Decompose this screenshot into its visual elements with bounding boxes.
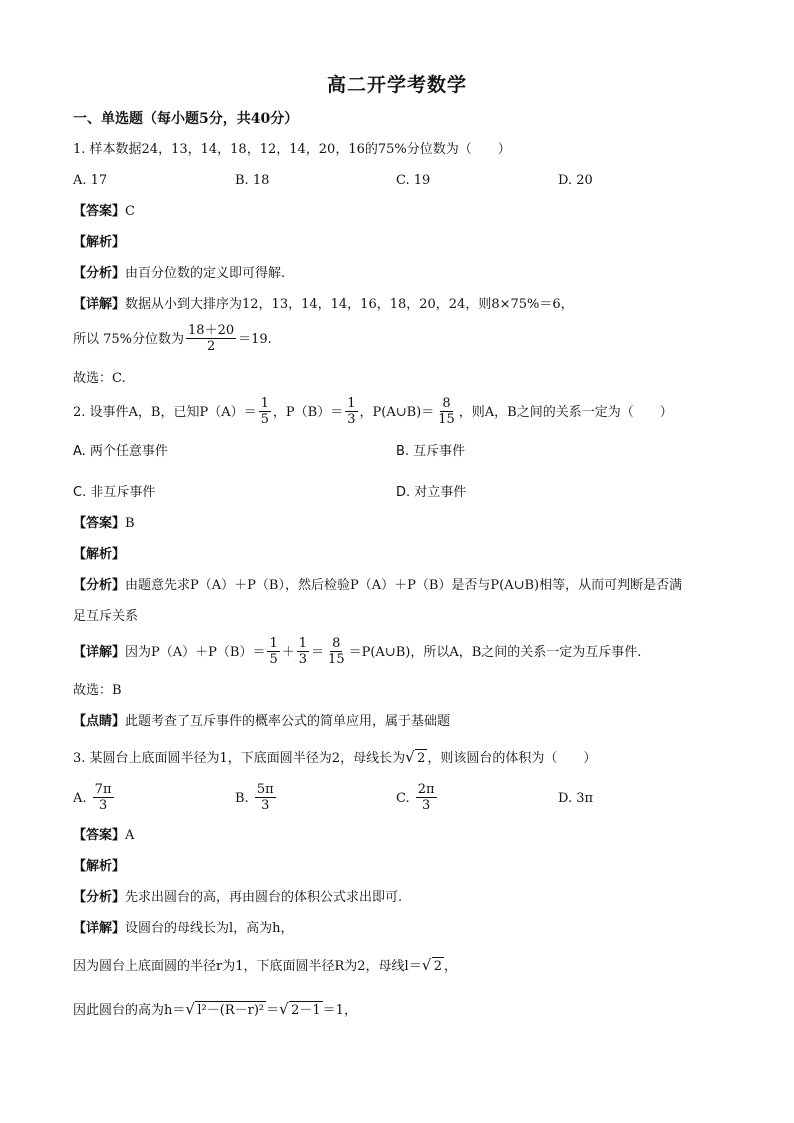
- fraction-num: 7π: [94, 782, 112, 797]
- fraction-num: 1: [298, 636, 308, 651]
- fraction: [326, 636, 347, 667]
- fraction-den: 3: [261, 798, 270, 813]
- q3-option-d: [558, 782, 593, 816]
- fraction-den: 2: [206, 339, 216, 354]
- q1-conclusion: 故选：C.: [73, 371, 126, 386]
- detail-text: 设圆台的母线长为l，高为h，: [125, 921, 294, 936]
- q2-option-d: D. 对立事件: [396, 485, 467, 500]
- q1-option-c: C. 19: [396, 173, 431, 188]
- q1-option-b: B. 18: [235, 173, 270, 188]
- q1-answer: [73, 203, 135, 221]
- q1-option-d: D. 20: [558, 173, 593, 188]
- answer-value: C: [125, 204, 135, 219]
- q3-fenxi: [73, 889, 402, 907]
- detail-tag: 【详解】: [73, 921, 126, 936]
- stem-post: ，则A，B之间的关系一定为（ ）: [458, 405, 673, 420]
- fraction-num: 5π: [256, 782, 274, 797]
- fraction: [186, 323, 236, 354]
- q2-analysis-tag: 【解析】: [73, 547, 126, 562]
- fraction-den: 3: [298, 652, 308, 667]
- line3-post: ＝1，: [322, 1003, 357, 1018]
- answer-value: B: [125, 516, 135, 531]
- plus-sign: ＋: [281, 645, 295, 660]
- stem-mid: ，P(A∪B)＝: [359, 405, 435, 420]
- q2-conclusion: 故选：B: [73, 683, 122, 698]
- stem-pre: 2. 设事件A，B，已知P（A）＝: [73, 405, 257, 420]
- q2-fenxi: [73, 577, 682, 595]
- q3-analysis-tag: 【解析】: [73, 859, 126, 874]
- page-title: 高二开学考数学: [326, 74, 467, 96]
- q2-stem: [73, 396, 673, 430]
- fraction: [93, 782, 114, 813]
- fraction-num: 2π: [417, 782, 435, 797]
- fraction-den: 15: [438, 412, 455, 427]
- sqrt: √ l²－(R－r)²: [195, 1001, 266, 1020]
- fenxi-tag: 【分析】: [73, 890, 126, 905]
- fraction: [259, 396, 271, 427]
- detail-tag: 【详解】: [73, 645, 126, 660]
- line3-pre: 因此圆台的高为h＝: [73, 1003, 186, 1018]
- stem-mid: ，P（B）＝: [272, 405, 344, 420]
- fraction-num: 8: [442, 396, 451, 411]
- q1-detail: [73, 296, 574, 314]
- option-letter: B.: [235, 791, 249, 806]
- q1-detail-line2: [73, 324, 272, 356]
- fraction-num: 1: [347, 396, 356, 411]
- q1-analysis-tag: 【解析】: [73, 235, 126, 250]
- stem-post: ，则该圆台的体积为（ ）: [427, 751, 597, 766]
- fraction: [416, 782, 437, 813]
- q1-stem: 1. 样本数据24，13，14，18，12，14，20，16的75%分位数为（ ）: [73, 142, 511, 157]
- q2-answer: [73, 515, 135, 533]
- line2-pre: 因为圆台上底面圆的半径r为1，下底面圆半径R为2，母线l＝: [73, 959, 422, 974]
- line2-post: ，: [443, 959, 457, 974]
- q2-option-a: A. 两个任意事件: [73, 444, 168, 459]
- option-value: 3π: [576, 791, 594, 806]
- fraction-num: 1: [260, 396, 269, 411]
- fraction: [255, 782, 276, 813]
- section-heading: 一、单选题（每小题5分，共40分）: [73, 111, 299, 127]
- sqrt: √ 2: [415, 749, 427, 768]
- fraction-den: 5: [269, 652, 278, 667]
- fraction: [436, 396, 457, 427]
- sqrt: √ 2－1: [289, 1001, 323, 1020]
- fraction: [267, 636, 279, 667]
- q3-detail-line3: [73, 1001, 357, 1020]
- answer-tag: 【答案】: [73, 828, 126, 843]
- fraction-den: 3: [422, 798, 431, 813]
- comment-text: 此题考查了互斥事件的概率公式的简单应用，属于基础题: [125, 714, 451, 729]
- fraction: [297, 636, 309, 667]
- fraction-num: 1: [269, 636, 278, 651]
- fenxi-text: 由题意先求P（A）＋P（B），然后检验P（A）＋P（B）是否与P(A∪B)相等，从而可判断是否满: [125, 578, 683, 593]
- detail2-post: ＝19.: [238, 332, 272, 347]
- sqrt: √ 2: [432, 957, 444, 976]
- q3-option-a: [73, 782, 116, 816]
- option-letter: C.: [396, 791, 410, 806]
- equals-sign: ＝: [266, 1003, 280, 1018]
- fraction-den: 5: [260, 412, 269, 427]
- fraction-den: 15: [328, 652, 345, 667]
- detail-post: ＝P(A∪B)，所以A，B之间的关系一定为互斥事件.: [348, 645, 642, 660]
- fenxi-text: 由百分位数的定义即可得解.: [125, 266, 286, 281]
- q1-option-a: A. 17: [73, 173, 108, 188]
- q3-detail: [73, 920, 294, 938]
- q3-stem: [73, 749, 596, 768]
- q3-option-b: [235, 782, 278, 816]
- equals-sign: ＝: [311, 645, 325, 660]
- fraction-den: 3: [347, 412, 356, 427]
- answer-value: A: [125, 828, 135, 843]
- q3-detail-line2: [73, 957, 457, 976]
- q2-option-c: C. 非互斥事件: [73, 485, 156, 500]
- fraction-num: 18＋20: [188, 323, 235, 338]
- fenxi-tag: 【分析】: [73, 578, 126, 593]
- answer-tag: 【答案】: [73, 516, 126, 531]
- answer-tag: 【答案】: [73, 204, 126, 219]
- q3-option-c: [396, 782, 439, 816]
- q2-detail: [73, 636, 641, 670]
- q2-fenxi-line2: 足互斥关系: [73, 609, 139, 624]
- q3-answer: [73, 827, 134, 845]
- comment-tag: 【点睛】: [73, 714, 126, 729]
- fenxi-tag: 【分析】: [73, 266, 126, 281]
- fraction-num: 8: [332, 636, 341, 651]
- stem-pre: 3. 某圆台上底面圆半径为1，下底面圆半径为2，母线长为: [73, 751, 406, 766]
- q1-fenxi: [73, 265, 285, 283]
- detail-tag: 【详解】: [73, 297, 126, 312]
- fraction: [345, 396, 357, 427]
- detail-text: 数据从小到大排序为12，13，14，14，16，18，20，24，则8×75%＝6，: [125, 297, 574, 312]
- fenxi-text: 先求出圆台的高，再由圆台的体积公式求出即可.: [125, 890, 403, 905]
- detail-pre: 因为P（A）＋P（B）＝: [125, 645, 266, 660]
- option-letter: D.: [558, 791, 573, 806]
- detail2-pre: 所以 75%分位数为: [73, 332, 185, 347]
- q2-option-b: B. 互斥事件: [396, 444, 466, 459]
- fraction-den: 3: [98, 798, 108, 813]
- option-letter: A.: [73, 791, 87, 806]
- q2-comment: [73, 713, 450, 731]
